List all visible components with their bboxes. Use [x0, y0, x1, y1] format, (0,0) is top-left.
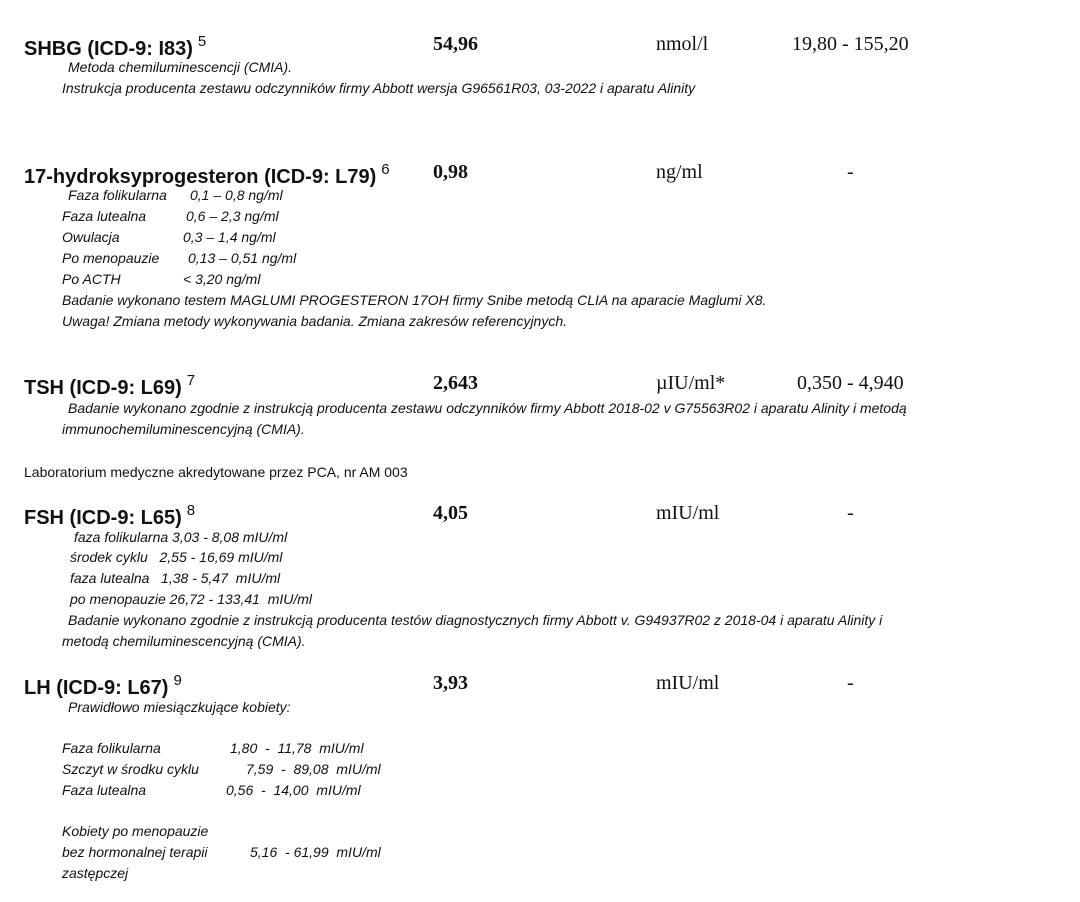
ref-value: 1,80 - 11,78 mIU/ml: [230, 740, 364, 756]
ref-value: 0,6 – 2,3 ng/ml: [186, 208, 279, 224]
result-value: 4,05: [433, 502, 468, 524]
result-unit: mIU/ml: [656, 672, 720, 694]
ref-value: 7,59 - 89,08 mIU/ml: [246, 761, 381, 777]
ref-value: 0,13 – 0,51 ng/ml: [188, 250, 297, 266]
result-value: 2,643: [433, 372, 478, 394]
ref-label: Faza folikularna: [68, 187, 167, 203]
ref-line: faza folikularna 3,03 - 8,08 mIU/ml: [74, 529, 288, 545]
ref-label: Kobiety po menopauzie: [62, 823, 209, 839]
ref-label: Owulacja: [62, 229, 120, 245]
ref-label: Po ACTH: [62, 271, 121, 287]
ref-value: 0,56 - 14,00 mIU/ml: [226, 782, 361, 798]
ref-line: środek cyklu 2,55 - 16,69 mIU/ml: [70, 549, 283, 565]
footnote-number: 5: [197, 33, 207, 50]
result-value: 0,98: [433, 161, 468, 183]
footnote-number: 7: [186, 372, 196, 389]
result-unit: mIU/ml: [656, 502, 720, 524]
ref-label: Po menopauzie: [62, 250, 160, 266]
ref-line: po menopauzie 26,72 - 133,41 mIU/ml: [70, 591, 313, 607]
test-name: SHBG (ICD-9: I83) $^5$: [24, 33, 207, 60]
test-name: LH (ICD-9: L67) $^9$: [24, 672, 182, 699]
reference-range: -: [847, 161, 854, 183]
footnote-number: 8: [186, 502, 196, 519]
test-name: TSH (ICD-9: L69) $^7$: [24, 372, 196, 399]
footnote-number: 9: [173, 672, 182, 689]
method-note: metodą chemiluminescencyjną (CMIA).: [62, 633, 306, 649]
method-note: Badanie wykonano testem MAGLUMI PROGESTERON 17OH firmy Snibe metodą CLIA na aparacie Maglumi X8.: [62, 292, 767, 308]
ref-value: 0,3 – 1,4 ng/ml: [183, 229, 276, 245]
ref-value: 0,1 – 0,8 ng/ml: [190, 187, 283, 203]
reference-range: -: [847, 502, 854, 524]
test-name: 17-hydroksyprogesteron (ICD-9: L79) $^6$: [24, 161, 390, 188]
method-note: immunochemiluminescencyjną (CMIA).: [62, 421, 305, 437]
ref-label: bez hormonalnej terapii: [62, 844, 208, 860]
ref-line: faza lutealna 1,38 - 5,47 mIU/ml: [70, 570, 281, 586]
ref-intro: Prawidłowo miesiączkujące kobiety:: [68, 699, 291, 715]
result-unit: nmol/l: [656, 33, 709, 55]
test-name: FSH (ICD-9: L65) $^8$: [24, 502, 196, 529]
ref-label: Faza lutealna: [62, 782, 147, 798]
method-note: Instrukcja producenta zestawu odczynników firmy Abbott wersja G96561R03, 03-2022 i aparatu Alinity: [62, 80, 696, 96]
result-value: 54,96: [433, 33, 478, 55]
result-unit: ng/ml: [656, 161, 703, 183]
method-note: Metoda chemiluminescencji (CMIA).: [68, 59, 293, 75]
ref-label: Szczyt w środku cyklu: [62, 761, 199, 777]
method-note: Badanie wykonano zgodnie z instrukcją producenta testów diagnostycznych firmy Abbott v. G94937R02 z 2018-04 i aparatu Alinity i: [68, 612, 883, 628]
reference-range: 19,80 - 155,20: [792, 33, 909, 55]
result-value: 3,93: [433, 672, 468, 694]
ref-label: Faza folikularna: [62, 740, 161, 756]
footnote-number: 6: [381, 161, 390, 178]
accreditation-note: Laboratorium medyczne akredytowane przez PCA, nr AM 003: [24, 464, 408, 480]
method-note: Badanie wykonano zgodnie z instrukcją producenta zestawu odczynników firmy Abbott 2018-02 v G75563R02 i aparatu Alinity i metodą: [68, 400, 907, 416]
ref-label: Faza lutealna: [62, 208, 147, 224]
ref-value: < 3,20 ng/ml: [183, 271, 261, 287]
reference-range: -: [847, 672, 854, 694]
ref-label: zastępczej: [62, 865, 129, 881]
reference-range: 0,350 - 4,940: [797, 372, 904, 394]
method-note: Uwaga! Zmiana metody wykonywania badania. Zmiana zakresów referencyjnych.: [62, 313, 568, 329]
result-unit: µIU/ml*: [656, 372, 726, 394]
ref-value: 5,16 - 61,99 mIU/ml: [250, 844, 381, 860]
